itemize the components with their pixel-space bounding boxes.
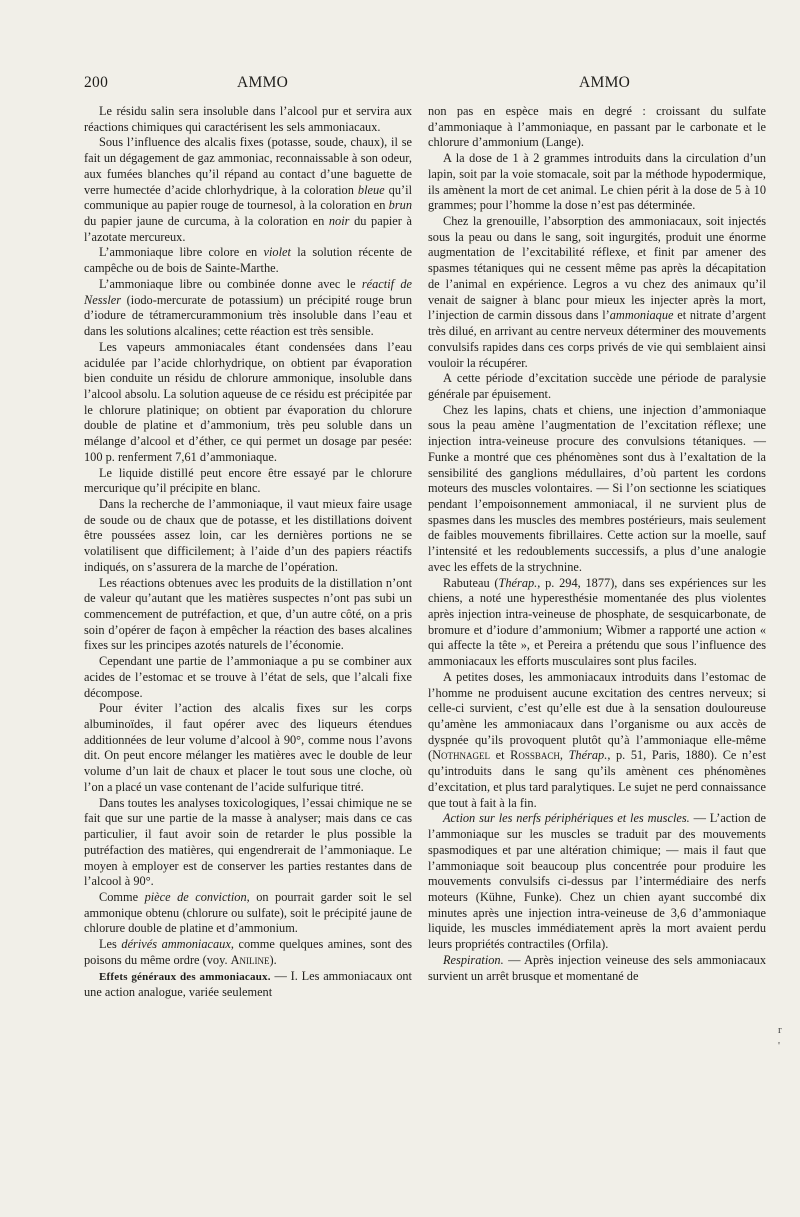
paragraph: Sous l’influence des alcalis fixes (potasse, soude, chaux), il se fait un dégagement de gaz ammoniac, reconnaissable à son odeur, aux fumées blanches qu’il répand au contact d’une baguette de verre humectée d’acide chlorhydrique, à la coloration bleue qu’il communique au papier rouge de tournesol, à la coloration en brun du papier jaune de curcuma, à la coloration en noir du papier à l’azotate mercureux. [84, 135, 412, 244]
paragraph: Les vapeurs ammoniacales étant condensées dans l’eau acidulée par l’acide chlorhydrique, on obtient par évaporation bien conduite un résidu de chlorure ammonique, insoluble dans l’alcool absolu. La solution aqueuse de ce résidu est précipitée par le chlorure platinique; on obtient par évaporation du chlorure double de platine et d’ammonium, très peu soluble dans un mélange d’alcool et d’éther, ce qui permet un dosage par pesée: 100 p. renferment 7,61 d’ammoniaque. [84, 339, 412, 464]
paragraph: L’ammoniaque libre colore en violet la solution récente de campêche ou de bois de Sainte-Marthe. [84, 245, 412, 276]
paragraph: Les réactions obtenues avec les produits de la distillation n’ont de valeur qu’autant que les matières suspectes n’ont pas subi un commencement de putréfaction, et que, d’un autre côté, on a pris soin d’opérer de façon à empêcher la réaction des bases alcalines fixes sur les principes azotés naturels de l’économie. [84, 575, 412, 653]
paragraph: Le résidu salin sera insoluble dans l’alcool pur et servira aux réactions chimiques qui caractérisent les sels ammoniacaux. [84, 104, 412, 134]
paragraph: Chez les lapins, chats et chiens, une injection d’ammoniaque sous la peau amène l’augmentation de l’excitation réflexe; une injection intra-veineuse procure des convulsions tétaniques. — Funke a montré que ces phénomènes sont dus à l’exaltation de la sensibilité des ganglions médullaires, d’où partent les cordons moteurs des muscles volontaires. — Si l’on sectionne les sciatiques pendant l’empoisonnement ammoniacal, il ne survient plus de spasmes dans les muscles des membres postérieurs, mais seulement de faibles mouvements fibrillaires. Cette action sur la moelle, sauf l’intensité et les redoublements successifs, a plus d’une analogie avec les effets de la strychnine. [428, 402, 766, 574]
section-heading: Respiration. [443, 952, 504, 967]
paragraph: Comme pièce de conviction, on pourrait garder soit le sel ammonique obtenu (chlorure ou sulfate), soit le précipité jaune de chlorure double de platine et d’ammonium. [84, 889, 412, 936]
paragraph: Le liquide distillé peut encore être essayé par le chlorure mercurique qu’il précipite en blanc. [84, 465, 412, 496]
paragraph: Dans la recherche de l’ammoniaque, il vaut mieux faire usage de soude ou de chaux que de potasse, et les distillations doivent être poussées assez loin, car les dernières portions ne se volatilisent que difficilement; à l’aide d’un des papiers réactifs indiqués, on s’assurera de la marche de l’opération. [84, 496, 412, 574]
margin-mark: ' [778, 1040, 780, 1052]
running-title-left: AMMO [237, 74, 289, 91]
margin-mark: r [778, 1024, 782, 1036]
paragraph: Chez la grenouille, l’absorption des ammoniacaux, soit injectés sous la peau ou dans le sang, soit ingurgités, produit une énorme augmentation de l’excitabilité réflexe, et finit par amener des spasmes tétaniques qui ne cessent même pas après la décapitation de l’animal en expérience. Legros a vu chez des animaux qu’il venait de saigner à blanc pour mieux les injecter après la mort, l’injection de carmin dissous dans l’ammoniaque et nitrate d’argent très dilué, en arrivant au centre nerveux déterminer des mouvements convulsifs rapides dans ces corps privés de vie qui semblaient ainsi vouloir la récupérer. [428, 214, 766, 370]
paragraph: L’ammoniaque libre ou combinée donne avec le réactif de Nessler (iodo-mercurate de potassium) un précipité rouge brun d’iodure de tétramercurammonium très insoluble dans l’eau et dans les solutions alcalines; cette réaction est très sensible. [84, 276, 412, 339]
paragraph: Les dérivés ammoniacaux, comme quelques amines, sont des poisons du même ordre (voy. Aniline). [84, 937, 412, 967]
section-heading-paragraph: Action sur les nerfs périphériques et les muscles. — L’action de l’ammoniaque sur les muscles se traduit par des mouvements spasmodiques et par une altération chimique; — mais il faut que l’ammoniaque soit beaucoup plus concentrée pour produire les mouvements convulsifs ci-dessus par l’intermédiaire des nerfs moteurs (Kühne, Funke). Chez un chien ayant succombé dix minutes après une injection intra-veineuse de 3,6 d’ammoniaque liquide, les muscles immédiatement après la mort avaient perdu leurs propriétés contractiles (Orfila). [428, 811, 766, 952]
paragraph: Pour éviter l’action des alcalis fixes sur les corps albuminoïdes, il faut opérer avec des liqueurs étendues additionnées de leur volume d’alcool à 90°, comme nous l’avons dit. On peut encore mélanger les matières avec le double de leur volume d’un lait de chaux et placer le tout sous une cloche, où l’on a placé un vase contenant de l’acide sulfurique titré. [84, 701, 412, 794]
paragraph: Cependant une partie de l’ammoniaque a pu se combiner aux acides de l’estomac et se trouve à l’état de sels, que l’alcali fixe décompose. [84, 654, 412, 700]
paragraph: A petites doses, les ammoniacaux introduits dans l’estomac de l’homme ne produisent aucune excitation des centres nerveux; si celle-ci survient, c’est qu’elle est due à la sensation douloureuse qu’amène les ammoniacaux dans l’organisme ou aux accès de dyspnée qu’ils provoquent plutôt qu’à l’ammoniaque elle-même (Nothnagel et Rossbach, Thérap., p. 51, Paris, 1880). Ce n’est qu’introduits dans le sang qu’ils amènent ces phénomènes d’excitation, et plus tard paralytiques. Le sujet ne perd connaissance que tout à fait à la fin. [428, 669, 766, 810]
paragraph: Rabuteau (Thérap., p. 294, 1877), dans ses expériences sur les chiens, a noté une hyperesthésie momentanée des plus violentes après injection intra-veineuse de phosphate, de sesquicarbonate, de bromure et d’iodure d’ammonium; Wibmer a rapporté une action « qui affecte la tête », et Pereira a prétendu que sous l’influence des ammoniacaux les efforts musculaires sont plus faciles. [428, 575, 767, 669]
paragraph: non pas en espèce mais en degré : croissant du sulfate d’ammoniaque à l’ammoniaque, en passant par le carbonate et le chlorure d’ammonium (Lange). [428, 104, 766, 150]
section-heading-paragraph: Respiration. — Après injection veineuse des sels ammoniacaux survient un arrêt brusque et momentané de [428, 952, 766, 983]
left-column [84, 104, 412, 1001]
page-number: 200 [84, 74, 109, 91]
paragraph: Dans toutes les analyses toxicologiques, l’essai chimique ne se fait que sur une partie de la masse à analyser; mais dans ce cas particulier, il faut avoir soin de retarder le plus possible la putréfaction des matières, qui engendrerait de l’ammoniaque. Le moyen à employer est de conserver les parties restantes dans de l’alcool à 90°. [84, 795, 412, 889]
paragraph: A cette période d’excitation succède une période de paralysie générale par épuisement. [428, 371, 766, 401]
right-column [428, 104, 766, 984]
section-heading-paragraph: Effets généraux des ammoniacaux. — I. Les ammoniacaux ont une action analogue, variée seulement [84, 968, 412, 1000]
running-title-right: AMMO [579, 74, 631, 91]
section-heading: Effets généraux des ammoniacaux. [99, 970, 271, 983]
section-heading: Action sur les nerfs périphériques et les muscles. [443, 811, 690, 826]
paragraph: A la dose de 1 à 2 grammes introduits dans la circulation d’un lapin, soit par la voie stomacale, soit par la méthode hypodermique, ils amènent la mort de cet animal. Le chien périt à la dose de 5 à 10 grammes; pour l’homme la dose n’est pas déterminée. [428, 151, 766, 213]
